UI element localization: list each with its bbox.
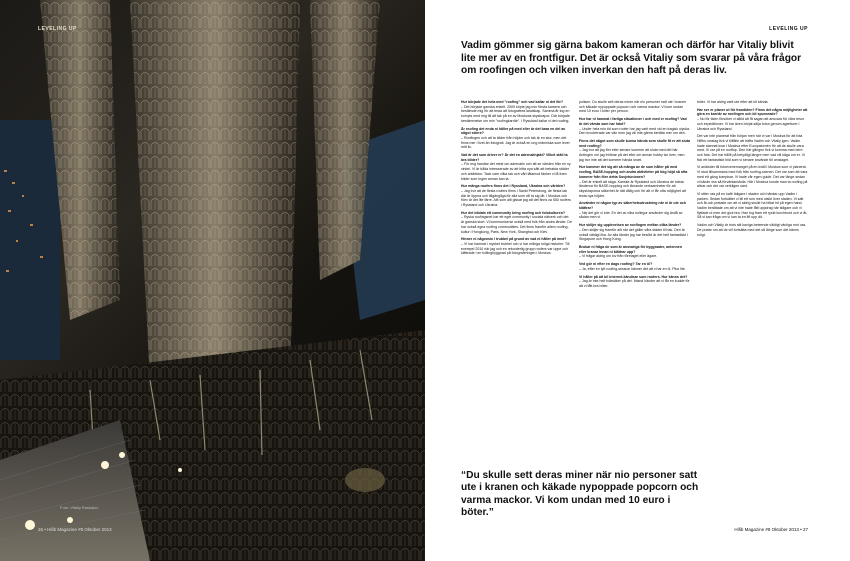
qa-paragraph	[697, 165, 808, 189]
qa-paragraph	[579, 201, 690, 220]
question: Hur kommer det sig att så många av de som håller på med roofing, BASE-hopping och andra aktiviteter på hög höjd så ofta kommer från före detta Sovjetunionen?	[579, 165, 688, 179]
answer: – Jag tror att de flesta roofers finns i Sankt Petersburg, de flesta tak där är öppna och tillgängliga för alla som vill ta sig dit. I Moskva och Kiev är det lite färre. Allt som allt gissar jag att det finns ca 500 roofers i Ryssland och Ukraina.	[461, 188, 571, 208]
qa-paragraph	[579, 100, 690, 114]
article-body	[461, 100, 808, 460]
question: Hur började det hela med "roofing" och vad kallar ni det för?	[461, 100, 564, 104]
answer: – Nu för tiden försöker vi alltid att få sagan att ansvara för våra resor och expeditioner. Vi har även börjat sälja foton genom agenturer i Ukraina och Ryssland.	[697, 117, 805, 131]
question: Hur det bildats ett community kring roofing och fotokulturen?	[461, 210, 566, 215]
text-column-1	[461, 100, 572, 460]
answer: – Jag är inte helt tvärsäker på det. Ibland händer att vi får en kudde för att vi fått bra böter.	[579, 279, 690, 288]
qa-paragraph	[579, 165, 690, 198]
question: Hur skiljer sig upplevelsen av roofingen mellan olika länder?	[579, 223, 682, 228]
answer: – För mig handlar det mest om adrenalin och att se världen från en ny vinkel. Vi är båda intresserade av att hitta nya sätt att betrakta städer och arkitektur. Tack vare vilka tak och vårt tålamod tänker vi få fram bilder som ingen annan kan ta.	[461, 162, 571, 181]
question: Vi håller på att bli internet-kändisar som roofers. Hur känns det?	[579, 274, 688, 279]
question: Brukar ni fråga de som är ansvariga för byggnader, antennen eller kranar innan ni klättrar upp?	[579, 244, 682, 254]
article-intro: Vadim gömmer sig gärna bakom kameran och därför har Vitaliy blivit lite mer av en frontfigur. Det är också Vitaliy som svarar på våra frågor om roofingen och vilken inverkan den haft på deras liv.	[461, 40, 802, 77]
article-page	[425, 0, 850, 561]
answer: Vadim och Vitaliy är trots sitt kaxiga beteende väldigt vänliga mot oss. De pratar om att de vill fortsätta med det så länge som det känns roligt.	[697, 223, 807, 237]
qa-paragraph	[697, 134, 808, 162]
answer: – Nej det gör vi inte. En del av våra kollegor använder sig ändå av sådan men vi.	[579, 210, 683, 220]
question: Använder ni någon typ av säkerhetsutrustning när ni är ute och klättrar?	[579, 201, 687, 211]
qa-paragraph	[579, 223, 690, 242]
qa-paragraph	[461, 100, 572, 124]
qa-paragraph	[461, 184, 572, 208]
question: Hur många roofers finns det i Ryssland, Ukraina och världen?	[461, 184, 566, 189]
qa-paragraph	[579, 245, 690, 259]
qa-paragraph	[461, 237, 572, 256]
qa-paragraph	[579, 117, 690, 136]
question: Hur har ni hamnat i farliga situationer i och med er roofing? Vad är det värsta som har hänt?	[579, 117, 687, 126]
answer: Det var inte planerat från början men när vi var i Moskva för att fota Hifibs omslag fick vi tillfälle att träffa Vadim och Vitaliy igen. Vadim hade stannat kvar i Moskva efter Europaturnén för att de skulle vara med. Vi var på en rooftop. Den här gången fick vi komma med dem och fota. Det har hållit på betydligt längre men vad vill säga om er. Vi fick ett fantastiskt bild som vi senare använde till omslaget.	[697, 134, 805, 162]
answer: – Jag tror att jag förr eller senare kommer att sluta med det här. Antingen om jag tröttnar på det eller om annan hobby tar över, men jag tror inte att det kommer hända snart.	[579, 148, 685, 162]
qa-paragraph	[579, 275, 690, 289]
qa-paragraph	[697, 192, 808, 220]
section-tag: LEVELING UP	[769, 26, 808, 32]
qa-paragraph	[697, 108, 808, 132]
question: Är roofing det enda ni håller på med eller är det bara en del av något större?	[461, 126, 566, 136]
text-column-2	[579, 100, 690, 460]
qa-paragraph	[461, 127, 572, 151]
qa-paragraph	[697, 100, 808, 105]
answer: – Vi har hamnat i mycket trubbel och vi har många roliga historier. Till exempel 2010 när jag och en rekorderlig grupp roofers var uppe och klättrade i en tvillingbyggnad på fotograferingen i Moskva.	[461, 241, 570, 256]
answer: Vi anländer till fotoevenemanget på en kväll i Moskva som vi planerat. Vi stod tillsammans med folk från roofing-scenen. Det var som att vara med ett gäng kompisar. Vi hade vår egen guide. Det var länge sedan vi kände oss så förväntansfulla. Här i Moskva kunde man ta roofing på allvar och det var verkligen sant.	[697, 165, 808, 189]
answer: – Vi frågar aldrig om lov från företaget eller ägare.	[579, 254, 658, 259]
question: Ved gör ni efter en dags roofing? Tar en öl?	[579, 262, 653, 267]
answer: – Ja, efter en lyft roofing-session känner det att vi tar en öl. Plus lite.	[579, 266, 686, 271]
answer: – Roofingen och att ta bilder från höjder och tak är en stor, men det finns mer i livet än fotografi. Jag är också en ung människa som lever mitt liv.	[461, 135, 570, 150]
page-footer-right: Hifib Magazine #8 Oktober 2013 • 27	[734, 527, 808, 532]
answer: böter. Vi har aldrig varit ute efter att bli kända.	[697, 100, 769, 104]
answer: – Under hela min tid som roofer har jag varit med vid en tragisk olycka. Den involverade var vän men jag vill inte gärna berätta mer om den.	[579, 126, 690, 136]
answer: – Den skiljer sig framför allt när det gäller våra städer till tak. Den är också väldigt lika. Av alla länder jag har besökt är det helt fantastiskt i Singapore och Hong Kong.	[579, 227, 688, 242]
qa-paragraph	[579, 262, 690, 271]
section-tag: LEVELING UP	[38, 26, 77, 32]
text-column-3	[697, 100, 808, 460]
answer: – Det började ganska enkelt. 2009 köpte jag min första kamera och bestämde mig för att testa att fotografera landskap. Samma år tog en kompis med mig till att tak på en av Moskvas skyskrapor. Där började bestämmelse om min "roofingkarriär". I Ryssland kallar vi det roofing.	[461, 104, 570, 123]
qa-paragraph	[461, 211, 572, 235]
page-footer-left: 26 • Hifib Magazine #8 Oktober 2013	[38, 527, 112, 532]
photo-credit: Foto: Vitaliy Raskalov	[60, 505, 99, 510]
question: Finns det något som skulle kunna hända som skulle få er att sluta med roofing?	[579, 138, 690, 148]
question: Vad är det som driver er? Är det en adrenalinjakt? Vilket ställ ta bra bilder?	[461, 153, 568, 162]
question: Hinner ni någonsin i trubbel på grund av vad ni håller på med?	[461, 237, 567, 242]
pull-quote: “Du skulle sett deras miner när nio personer satt ute i kranen och käkade nypoppade popcorn och varma mackor. Vi kom undan med 10 euro i böter.”	[461, 470, 699, 519]
question: Har ser er planer ut för framtiden? Finns det några möjligheter att göra en karriär av roofingen och bli sponsrade?	[697, 107, 808, 117]
answer: Vi sitter oss på en kafé tidigare i staden och hämtar upp Vadim i parken. Sedan fortsätter vi till ett rum med utsikt över staden. Vi satt och åt och pratade om att vi aldrig skulle ha hittat hit på egen hand. Vadim berättade om att vi inte hade fått uppdrag här tidigare och vi flyttade ut men det gick bra. Han tog fram ett ryskt lunchbord och vi åt. Så vi kan fråga om vi kan ta en lift upp dit.	[697, 191, 808, 220]
qa-paragraph	[697, 223, 808, 237]
answer: – Det är enkelt att säga. Kanske är Ryssland och Ukraina de bästa länderna för BASE-hopping och liknande verksamheter för att skyskraporna säkerhet är rätt dålig och för att vi får ofta möjlighet att testa nya höjder.	[579, 179, 686, 198]
qa-paragraph	[579, 139, 690, 163]
answer: – Ryska roofingsnet har ett eget community i sociala nätverk och det är ganska stort. Vi kommunicerar också med folk från andra länder. De har också egna roofing communities. Det finns framför allem roofing-kultur i Hongkong, Paris, New York, Shanghai och Kiev.	[461, 215, 572, 234]
answer: polisen. Du skulle sett deras miner när nio personer satt ute i kranen och käkade nypoppade popcorn och varma mackor. Vi kom undan med 10 euro i böter per person.	[579, 100, 687, 114]
qa-paragraph	[461, 153, 572, 181]
